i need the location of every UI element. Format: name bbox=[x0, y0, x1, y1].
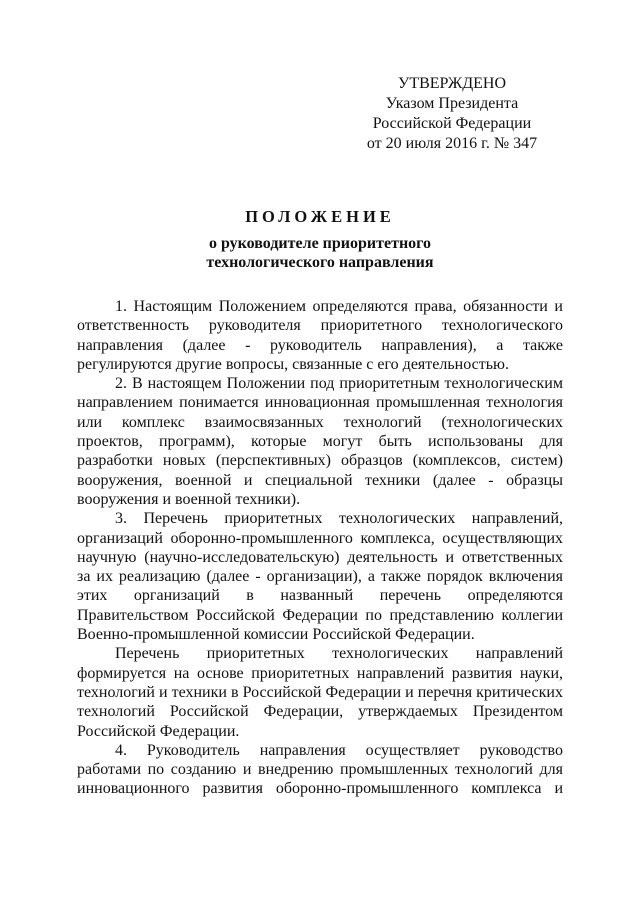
approval-date-number: от 20 июля 2016 г. № 347 bbox=[366, 135, 538, 152]
approval-country: Российской Федерации bbox=[372, 115, 532, 132]
subtitle-line-1: о руководителе приоритетного bbox=[208, 235, 432, 252]
document-subtitle bbox=[0, 234, 640, 272]
approval-stamp bbox=[342, 74, 562, 154]
paragraph-3: 3. Перечень приоритетных технологических направлений, организаций оборонно-промышленного комплекса, осуществляющих научную (научно-исследовательскую) деятельность и ответственных за их реализацию (далее - организации), а также порядок включения этих организаций в названный перечень определяются Правительством Российской Федерации по представлению коллегии Военно-промышленной комиссии Российской Федерации. bbox=[77, 510, 563, 644]
paragraph-3-continued: Перечень приоритетных технологических направлений формируется на основе приоритетных направлений развития науки, технологий и техники в Российской Федерации и перечня критических технологий Российской Федерации, утверждаемых Президентом Российской Федерации. bbox=[77, 645, 563, 740]
approval-decree: Указом Президента bbox=[385, 95, 519, 112]
approval-heading: УТВЕРЖДЕНО bbox=[397, 75, 506, 92]
document-body bbox=[77, 297, 563, 799]
document-title: ПОЛОЖЕНИЕ bbox=[245, 207, 395, 226]
paragraph-4: 4. Руководитель направления осуществляет руководство работами по созданию и внедрению промышленных технологий для инновационного развития оборонно-промышленного комплекса и bbox=[77, 741, 563, 798]
subtitle-line-2: технологического направления bbox=[206, 254, 434, 271]
paragraph-1: 1. Настоящим Положением определяются права, обязанности и ответственность руководителя приоритетного технологического направления (далее - руководитель направления), а также регулируются другие вопросы, связанные с его деятельностью. bbox=[77, 298, 563, 373]
paragraph-2: 2. В настоящем Положении под приоритетным технологическим направлением понимается инновационная промышленная технология или комплекс взаимосвязанных технологий (технологических проектов, программ), которые могут быть использованы для разработки новых (перспективных) образцов (комплексов, систем) вооружения, военной и специальной техники (далее - образцы вооружения и военной техники). bbox=[77, 375, 563, 508]
